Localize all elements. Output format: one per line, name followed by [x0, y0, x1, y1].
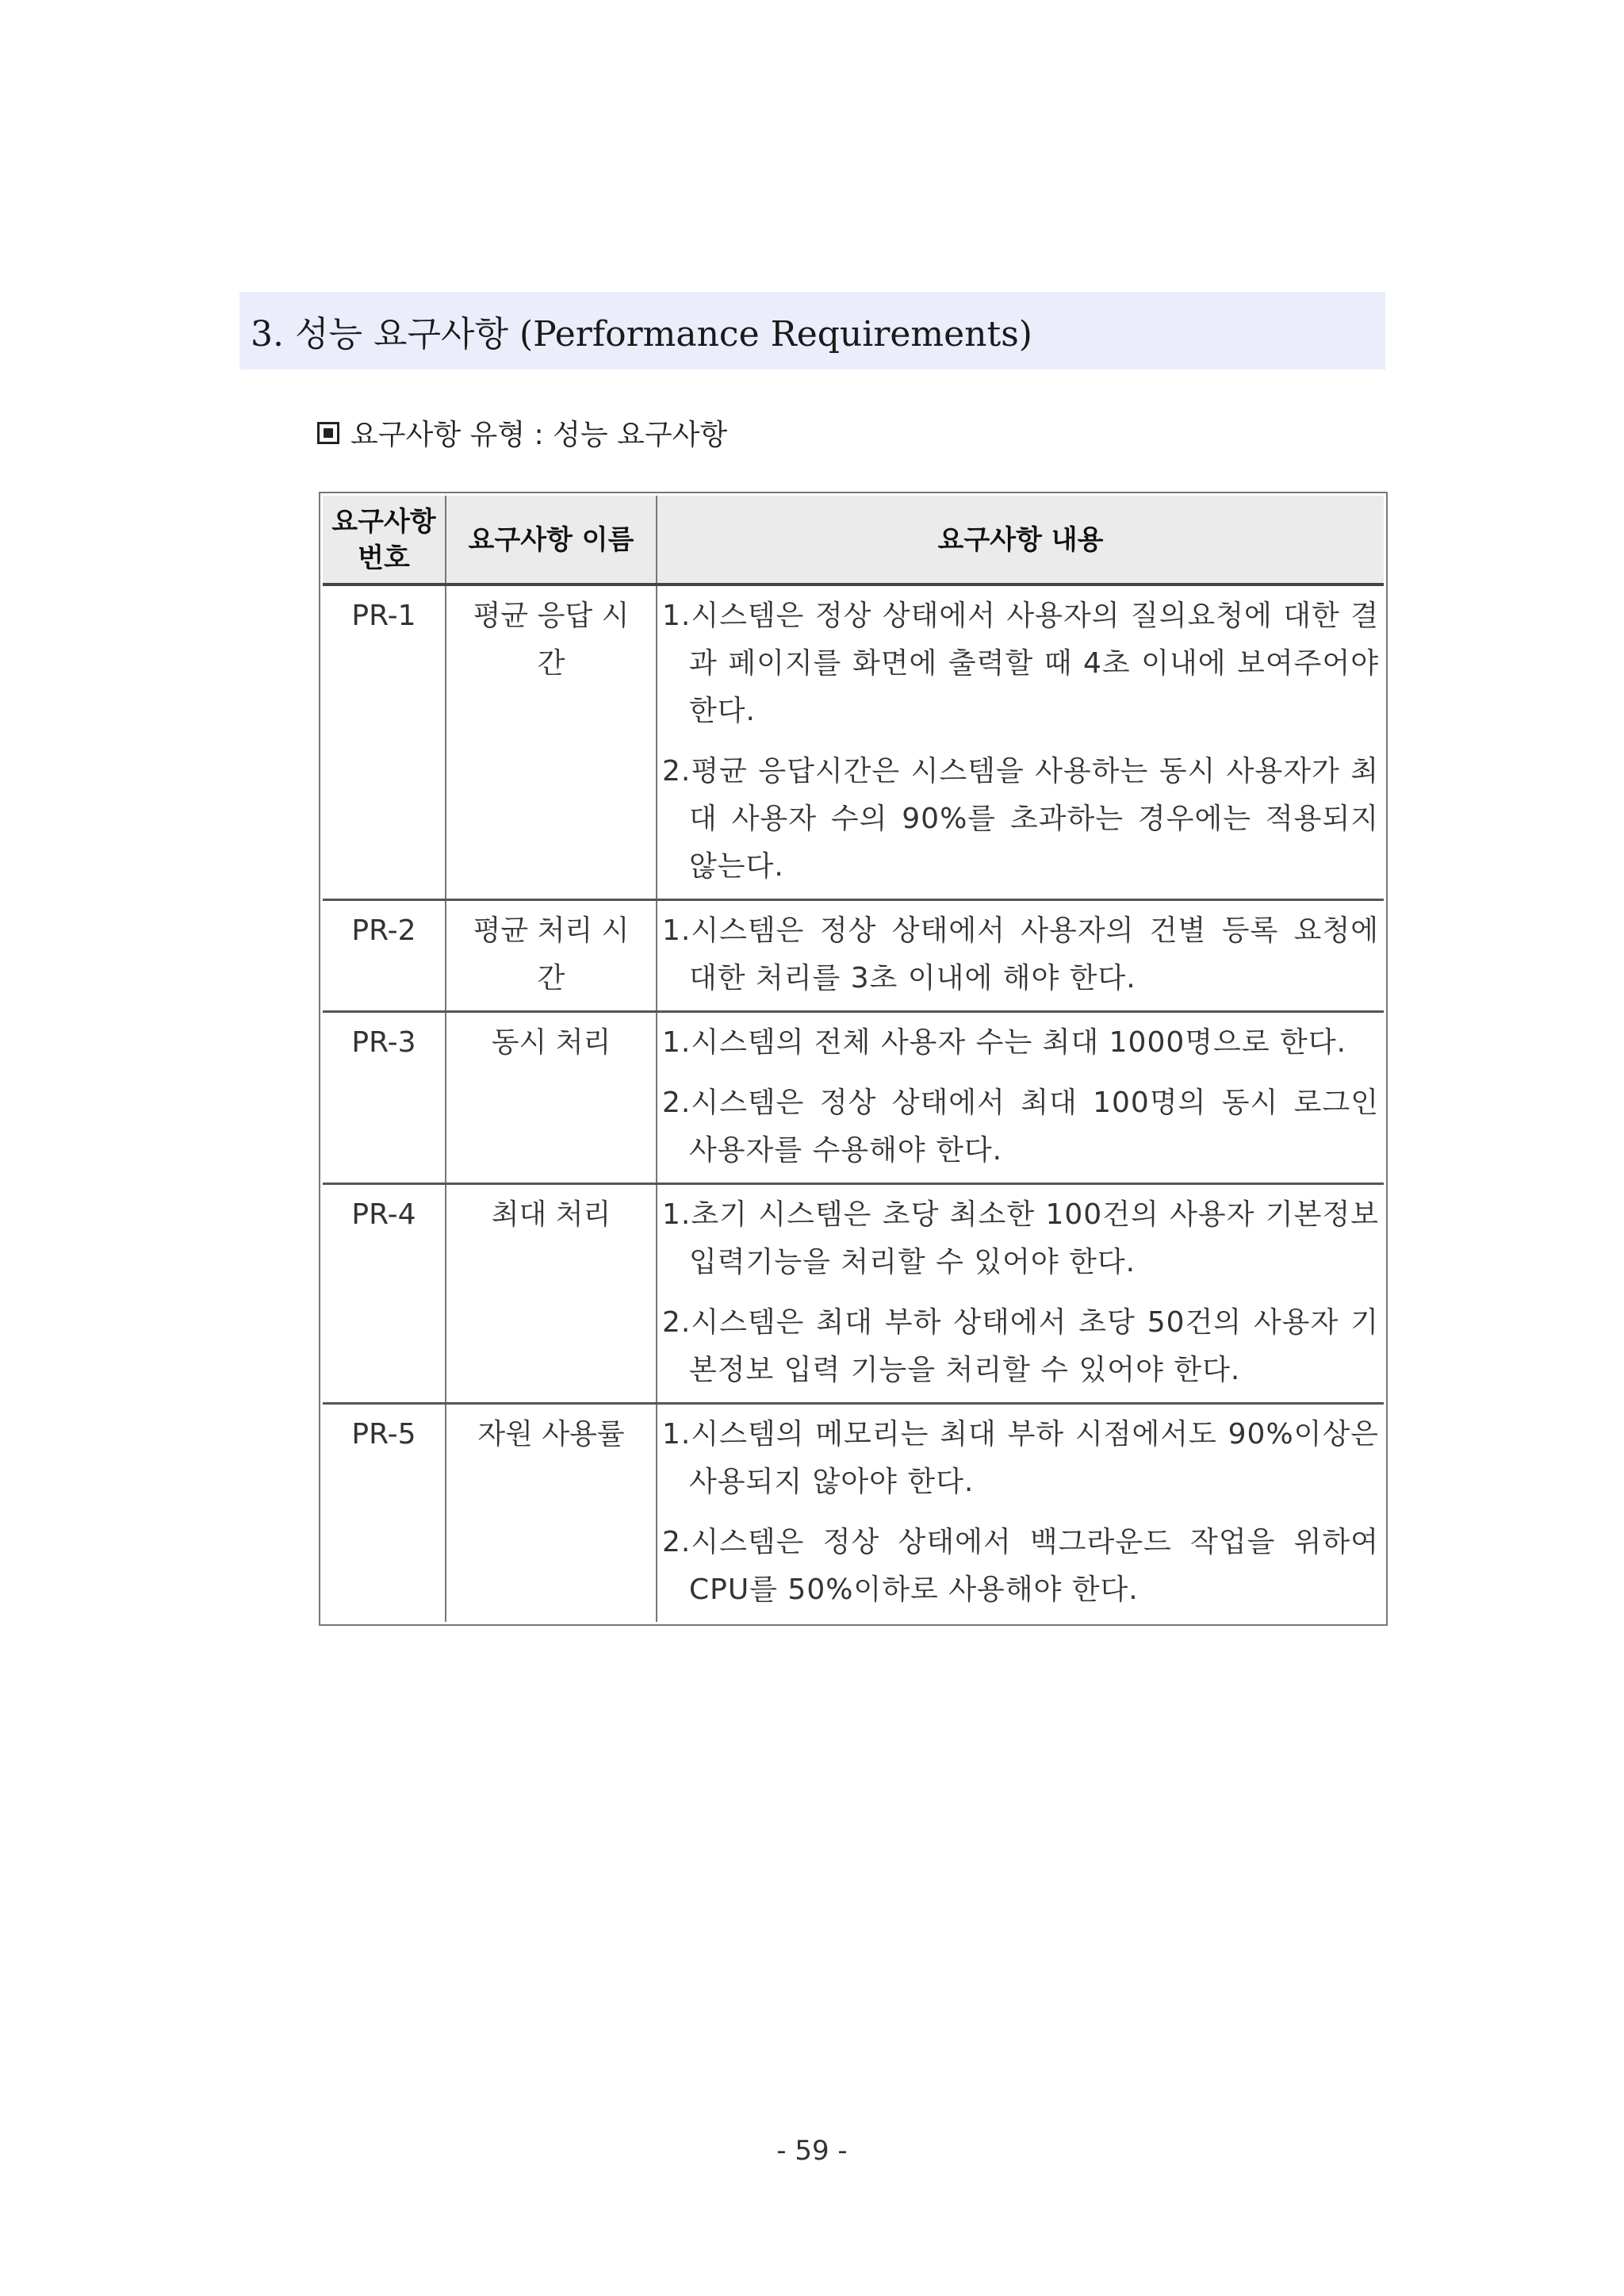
table-row — [323, 1404, 1384, 1623]
requirement-id: PR-3 — [323, 1012, 446, 1184]
requirement-type-line — [317, 412, 727, 453]
table-row — [323, 585, 1384, 900]
table-row — [323, 900, 1384, 1012]
requirement-name: 평균 처리 시간 — [446, 900, 657, 1012]
requirement-content — [657, 585, 1384, 900]
requirement-content — [657, 1012, 1384, 1184]
table-row — [323, 1184, 1384, 1404]
requirement-id: PR-4 — [323, 1184, 446, 1404]
header-requirement-id: 요구사항 번호 — [323, 496, 446, 585]
requirement-name: 평균 응답 시간 — [446, 585, 657, 900]
requirement-item: 1.초기 시스템은 초당 최소한 100건의 사용자 기본정보 입력기능을 처리할 수 있어야 한다. — [662, 1198, 1379, 1278]
requirement-item: 2.시스템은 정상 상태에서 최대 100명의 동시 로그인 사용자를 수용해야 한다. — [662, 1087, 1379, 1167]
requirement-item: 2.평균 응답시간은 시스템을 사용하는 동시 사용자가 최대 사용자 수의 90%를 초과하는 경우에는 적용되지 않는다. — [662, 755, 1379, 883]
requirement-item: 1.시스템은 정상 상태에서 사용자의 질의요청에 대한 결과 페이지를 화면에 출력할 때 4초 이내에 보여주어야 한다. — [662, 600, 1379, 727]
requirement-id: PR-2 — [323, 900, 446, 1012]
table-row — [323, 1012, 1384, 1184]
page-number: - 59 - — [776, 2135, 848, 2167]
requirement-content — [657, 900, 1384, 1012]
requirement-type-text: 요구사항 유형 : 성능 요구사항 — [350, 419, 728, 451]
header-requirement-content: 요구사항 내용 — [657, 496, 1384, 585]
requirement-id: PR-1 — [323, 585, 446, 900]
requirement-item: 1.시스템의 메모리는 최대 부하 시점에서도 90%이상은 사용되지 않아야 한다. — [662, 1418, 1379, 1498]
requirement-content — [657, 1404, 1384, 1623]
section-header — [239, 292, 1385, 370]
requirements-table-frame — [319, 492, 1388, 1626]
header-requirement-name: 요구사항 이름 — [446, 496, 657, 585]
requirement-item: 2.시스템은 최대 부하 상태에서 초당 50건의 사용자 기본정보 입력 기능을 처리할 수 있어야 한다. — [662, 1306, 1379, 1386]
requirement-content — [657, 1184, 1384, 1404]
section-title: 3. 성능 요구사항 (Performance Requirements) — [251, 314, 1032, 355]
requirement-name: 최대 처리 — [446, 1184, 657, 1404]
requirement-item: 1.시스템의 전체 사용자 수는 최대 1000명으로 한다. — [662, 1026, 1347, 1059]
requirement-name: 동시 처리 — [446, 1012, 657, 1184]
requirement-name: 자원 사용률 — [446, 1404, 657, 1623]
requirements-table — [323, 496, 1384, 1622]
requirement-item: 2.시스템은 정상 상태에서 백그라운드 작업을 위하여 CPU를 50%이하로 사용해야 한다. — [662, 1526, 1379, 1606]
requirement-item: 1.시스템은 정상 상태에서 사용자의 건별 등록 요청에 대한 처리를 3초 이내에 해야 한다. — [662, 914, 1379, 995]
table-header-row — [323, 496, 1384, 585]
filled-square-bullet-icon — [317, 422, 339, 444]
requirement-id: PR-5 — [323, 1404, 446, 1623]
